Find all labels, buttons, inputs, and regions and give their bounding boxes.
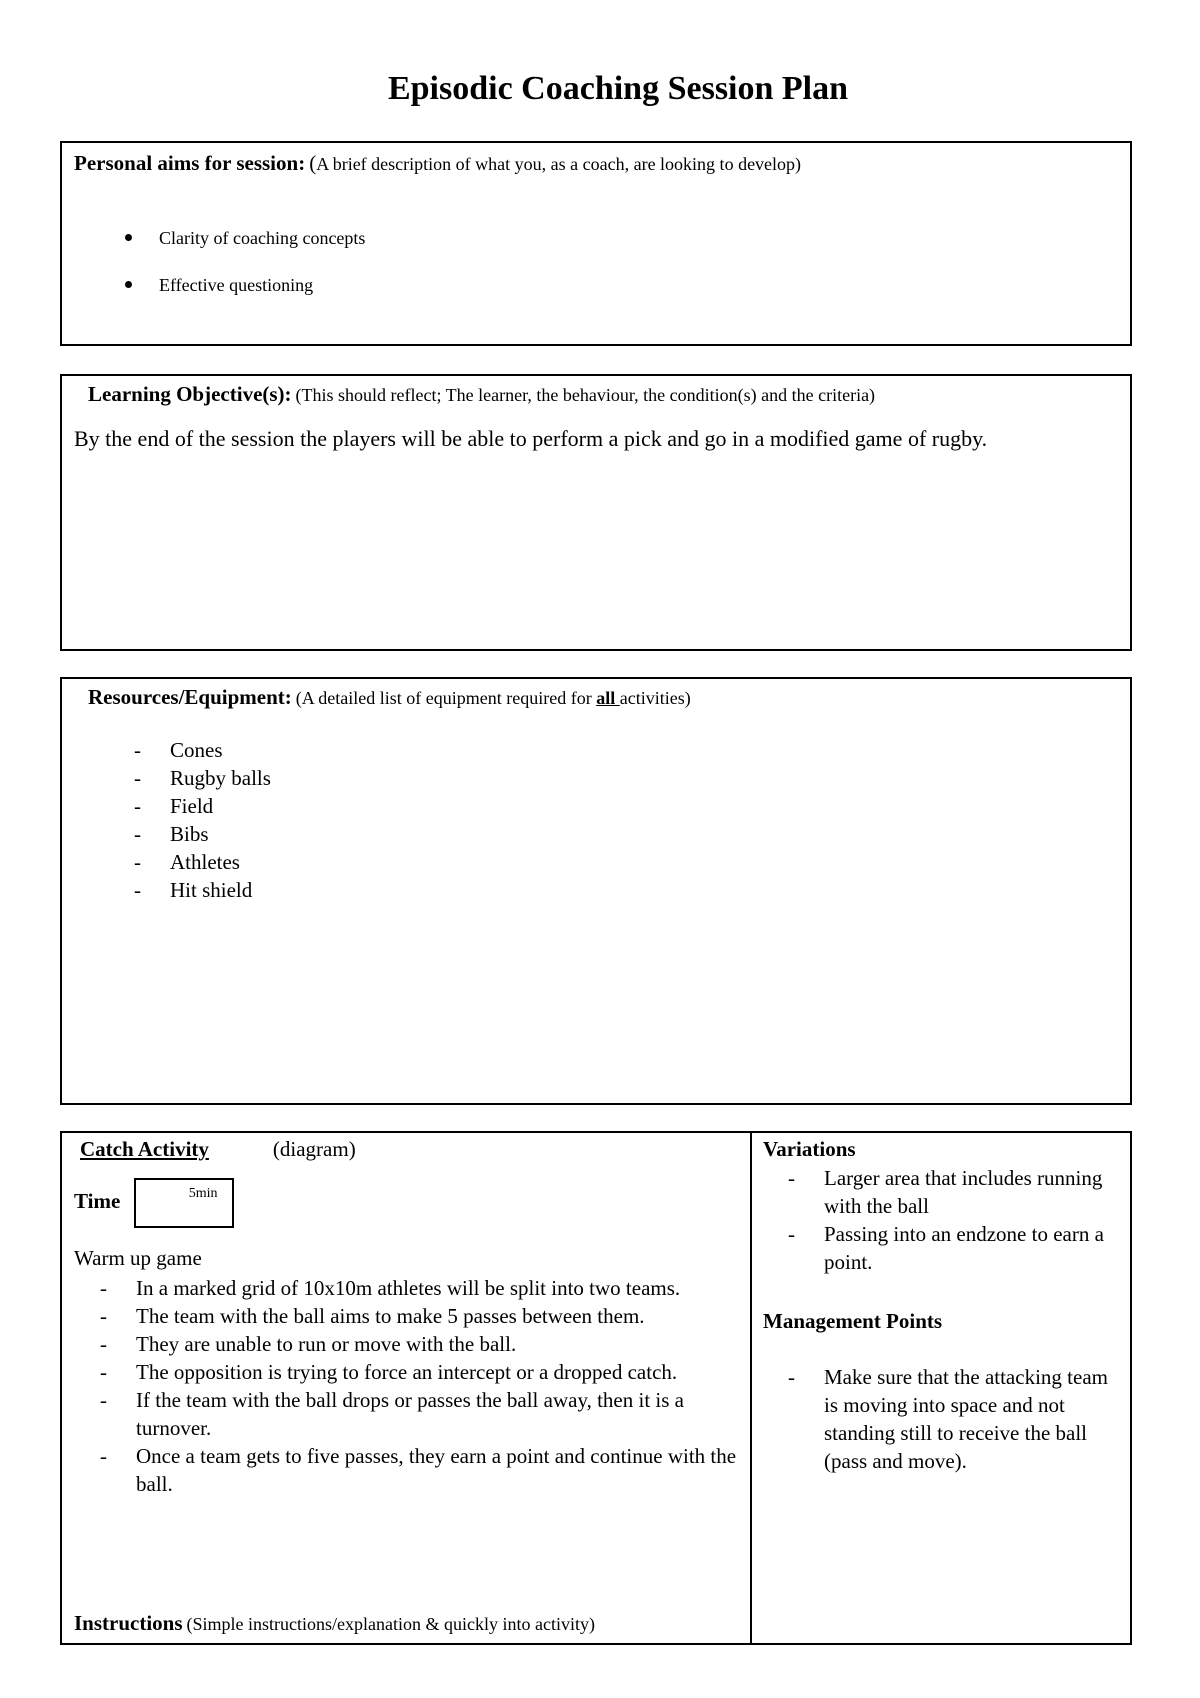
activity-step: - The team with the ball aims to make 5 passes between them. [62,1302,742,1330]
variations-list [752,1164,1122,1276]
instructions-row [74,1611,595,1636]
activity-table [60,1131,1132,1645]
learning-objective-heading: Learning Objective(s): [88,382,292,406]
resources-hint-after: activities) [619,688,691,708]
variations-column [752,1133,1130,1643]
learning-objective-header [88,382,875,407]
resources-header [88,685,691,710]
personal-aims-hint: A brief description of what you, as a coach, are looking to develop) [316,154,802,174]
management-list [752,1363,1122,1475]
aim-item: Clarity of coaching concepts [74,226,774,273]
resource-item: - Athletes [96,848,271,876]
personal-aims-section [60,141,1132,346]
personal-aims-heading: Personal aims for session: [74,151,306,175]
personal-aims-header [74,151,801,176]
resource-item: - Rugby balls [96,764,271,792]
activity-step: - Once a team gets to five passes, they earn a point and continue with the ball. [62,1442,742,1498]
management-item: - Make sure that the attacking team is moving into space and not standing still to receive the ball (pass and move). [752,1363,1122,1475]
learning-objective-section [60,374,1132,651]
personal-aims-hint-open: ( [309,151,317,175]
instructions-label: Instructions [74,1611,183,1635]
activity-step: - They are unable to run or move with the ball. [62,1330,742,1358]
time-value: 5min [188,1186,218,1201]
activity-step: - If the team with the ball drops or passes the ball away, then it is a turnover. [62,1386,742,1442]
activity-name: Catch Activity [80,1137,209,1161]
resource-item: - Cones [96,736,271,764]
aim-item: Effective questioning [74,273,774,320]
time-row [74,1178,234,1228]
variation-item: - Larger area that includes running with the ball [752,1164,1122,1220]
resource-item: - Field [96,792,271,820]
resources-heading: Resources/Equipment: [88,685,292,709]
variations-heading: Variations [763,1137,856,1161]
activity-steps [62,1274,742,1498]
diagram-label: (diagram) [272,1137,356,1161]
personal-aims-list [74,226,774,320]
resource-item: - Hit shield [96,876,271,904]
resources-hint-bold: all [596,688,620,708]
resource-item: - Bibs [96,820,271,848]
variation-item: - Passing into an endzone to earn a point. [752,1220,1122,1276]
activity-title-row [80,1137,356,1162]
learning-objective-text: By the end of the session the players will be able to perform a pick and go in a modified game of rugby. [74,426,988,451]
management-heading: Management Points [763,1309,943,1333]
time-box [134,1178,234,1228]
instructions-hint: (Simple instructions/explanation & quickly into activity) [186,1614,595,1634]
activity-step: - The opposition is trying to force an intercept or a dropped catch. [62,1358,742,1386]
resources-hint-before: (A detailed list of equipment required for [295,688,597,708]
resources-section [60,677,1132,1105]
learning-objective-hint: (This should reflect; The learner, the behaviour, the condition(s) and the criteria) [295,385,876,405]
activity-intro: Warm up game [74,1246,202,1270]
time-label: Time [74,1188,121,1213]
page-title: Episodic Coaching Session Plan [387,70,849,107]
resources-list [96,736,271,904]
activity-column [62,1133,750,1643]
activity-step: - In a marked grid of 10x10m athletes will be split into two teams. [62,1274,742,1302]
